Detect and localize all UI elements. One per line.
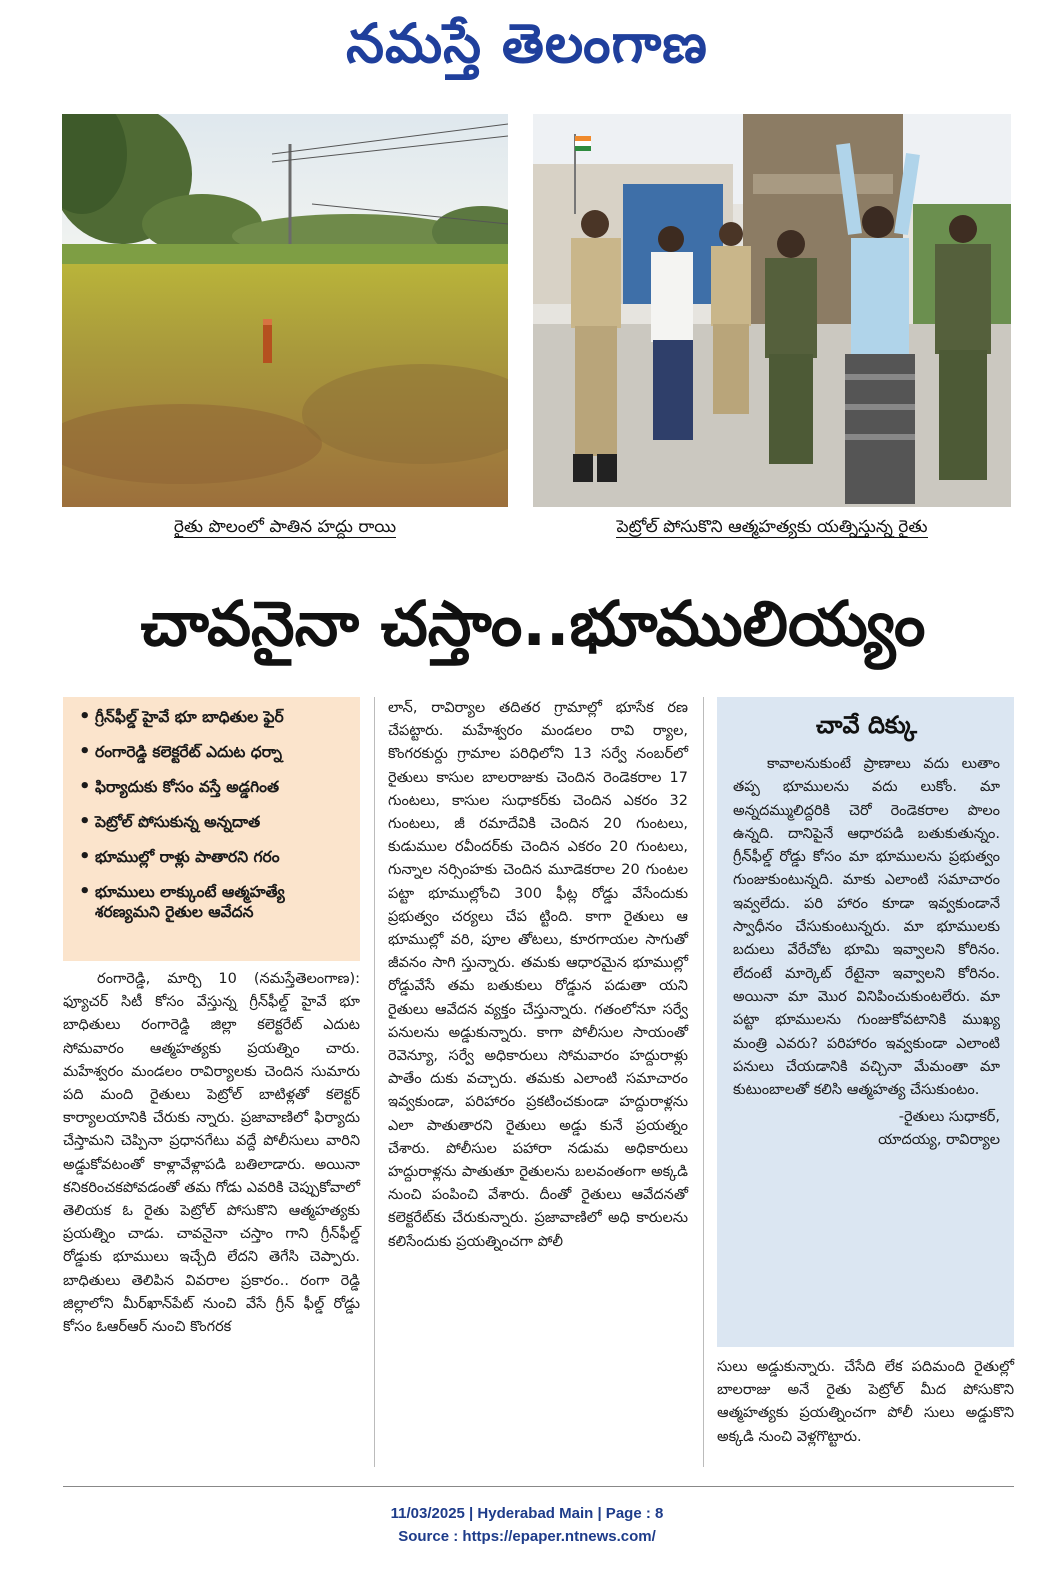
main-headline: చావనైనా చస్తాం..భూములియ్యం [140, 587, 926, 660]
photo-field-boundary-stone [62, 114, 508, 507]
masthead [0, 6, 1054, 84]
highlight-item: • భూముల్లో రాళ్లు పాతారని గరం [73, 847, 352, 867]
highlight-item: • రంగారెడ్డి కలెక్టరేట్ ఎదుట ధర్నా [73, 742, 352, 762]
highlight-item: • గ్రీన్‌ఫీల్డ్ హైవే భూ బాధితుల ఫైర్ [73, 707, 352, 727]
column-divider [703, 697, 704, 1467]
sidebar-signature: -రైతులు సుధాకర్, యాదయ్య, రావిర్యాల [878, 1109, 1000, 1149]
right-photo-caption: పెట్రోల్ పోసుకొని ఆత్మహత్యకు యత్నిస్తున్న రైతు [616, 517, 928, 537]
article-paragraph: సులు అడ్డుకున్నారు. చేసేది లేక పదిమంది రైతుల్లో బాలరాజు అనే రైతు పెట్రోల్ మీద పోసుకొని ఆత్మహత్యకు ప్రయత్నించగా పోలీ సులు అడ్డుకొని అక్కడి నుంచి వెళ్లగొట్టారు. [717, 1359, 1014, 1445]
article-paragraph: రంగారెడ్డి, మార్చి 10 (నమస్తేతెలంగాణ): ఫ్యూచర్ సిటీ కోసం వేస్తున్న గ్రీన్‌ఫీల్డ్ హైవే భూ బాధితులు రంగారెడ్డి జిల్లా కలెక్టరేట్ ఎదుట సోమవారం ఆత్మహత్యకు ప్రయత్నిం చారు. మహేశ్వరం మండలం రావిర్యాలకు చెందిన సుమారు పది మంది రైతులు పెట్రోల్ బాటిళ్లతో కలెక్టర్ కార్యాలయానికి చేరుకు న్నారు. ప్రజావాణిలో ఫిర్యాదు చేస్తామని చెప్పినా ప్రధానగేటు వద్దే పోలీసులు వారిని అడ్డుకోవటంతో కాళ్లావేళ్లాపడి బతిలాడారు. అయినా కనికరించకపోవడంతో తమ గోడు ఎవరికి చెప్పుకోవాలో తెలియక ఓ రైతు పెట్రోల్ పోసుకొని ఆత్మహత్యకు ప్రయత్నిం చాడు. చావనైనా చస్తాం గాని గ్రీన్‌ఫీల్డ్ రోడ్డుకు భూములు ఇచ్చేది లేదని తెగేసి చెప్పారు. బాధితులు తెలిపిన వివరాల ప్రకారం.. రంగా రెడ్డి జిల్లాలోని మీర్‌ఖాన్‌పేట్ నుంచి వేసే గ్రీన్ ఫీల్డ్ రోడ్డు కోసం ఓఆర్ఆర్ నుంచి కొంగరక [63, 971, 360, 1336]
highlights-list [73, 707, 352, 922]
article-paragraph: లాన్, రావిర్యాల తదితర గ్రామాల్లో భూసేక రణ చేపట్టారు. మహేశ్వరం మండలం రావి ర్యాల, కొంగరకుర్దు గ్రామాల పరిధిలోని 13 సర్వే నంబర్‌లో రైతులు కాసుల బాలరాజుకు చెందిన రెండెకరాల 17 గుంటలు, కాసుల సుధాకర్‌కు చెందిన ఎకరం 32 గుంటలు, జీ రమాదేవికి చెందిన 20 గుంటలు, కుడుముల రవీందర్‌కు చెందిన ఎకరం 20 గుంటలు, గున్నాల నర్సింహకు చెందిన మూడెకరాల 20 గుంటల పట్టా భూముల్లోంచి 300 ఫీట్ల రోడ్డు వేసేందుకు ప్రభుత్వం చర్యలు చేప ట్టింది. కాగా రైతులు ఆ భూముల్లో వరి, పూల తోటలు, కూరగాయల సాగుతో జీవనం సాగి స్తున్నారు. తమకు ఆధారమైన భూముల్లో రోడ్డువేసే తమ బతుకులు రోడ్డున పడుతా యని రైతులు ఆవేదన వ్యక్తం చేస్తున్నారు. గతంలోనూ సర్వే పనులను అడ్డుకున్నారు. కాగా పోలీసుల సాయంతో రెవెన్యూ, సర్వే అధికారులు సోమవారం హద్దురాళ్లు పాతేం దుకు వచ్చారు. తమకు ఎలాంటి సమాచారం ఇవ్వకుండా, పరిహారం ప్రకటించకుండా హద్దురాళ్లను ఎలా పాతుతారని రైతులు అడ్డు కునే ప్రయత్నం చేశారు. పోలీసుల పహారా నడుమ అధికారులు హద్దురాళ్లను పాతుతూ రైతులను బలవంతంగా అక్కడి నుంచి పంపించి వేశారు. దీంతో రైతులు ఆవేదనతో కలెక్టరేట్‌కు చేరుకున్నారు. ప్రజావాణిలో అధి కారులను కలిసేందుకు ప్రయత్నించగా పోలీ [388, 700, 688, 1250]
highlight-item: • భూములు లాక్కుంటే ఆత్మహత్యే శరణ్యమని రైతుల ఆవేదన [73, 882, 352, 922]
left-photo-caption: రైతు పొలంలో పాతిన హద్దు రాయి [173, 517, 397, 537]
article-column-3 [717, 1356, 1014, 1449]
newspaper-logo: నమస్తే తెలంగాణ [346, 11, 708, 75]
highlights-box [63, 697, 360, 961]
sidebar-body: కావాలనుకుంటే ప్రాణాలు వదు లుతాం తప్ప భూములను వదు లుకోం. మా అన్నదమ్ములిద్దరికి చెరో రెండెకరాల పొలం ఉన్నది. దానిపైనే ఆధారపడి బతుకుతున్నం. గ్రీన్‌ఫీల్డ్ రోడ్డు కోసం మా భూములను ప్రభుత్వం గుంజుకుంటున్నది. మాకు ఎలాంటి సమాచారం ఇవ్వలేదు. పరి హారం కూడా ఇవ్వకుండానే స్వాధీనం చేసుకుంటున్నరు. మా భూములకు బదులు వేరేచోట భూమి ఇవ్వాలని కోరినం. లేదంటే మార్కెట్ రేటైనా ఇవ్వాలని కోరినం. అయినా మా మొర వినిపించుకుంటలేరు. మా పట్టా భూములను గుంజుకోవటానికి ముఖ్య మంత్రి ఎవరు? పరిహారం ఇవ్వకుండా ఎలాంటి పనులు చేయడానికి వచ్చినా మేమంతా మా కుటుంబాలతో కలిసి ఆత్మహత్య చేసుకుంటం. [733, 756, 1000, 1099]
footer-date-edition: 11/03/2025 | Hyderabad Main | Page : 8 [390, 1505, 664, 1522]
footer-rule [63, 1486, 1014, 1487]
highlight-item: • ఫిర్యాదుకు కోసం వస్తే అడ్డగింత [73, 777, 352, 797]
article-column-2 [388, 697, 688, 1254]
sidebar-quote-box [717, 697, 1014, 1347]
article-column-1 [63, 968, 360, 1339]
photo-farmer-protest [533, 114, 1011, 507]
highlight-item: • పెట్రోల్ పోసుకున్న అన్నదాత [73, 812, 352, 832]
footer-source: Source : https://epaper.ntnews.com/ [398, 1528, 656, 1545]
column-divider [374, 697, 375, 1467]
sidebar-title: చావే దిక్కు [816, 711, 917, 739]
